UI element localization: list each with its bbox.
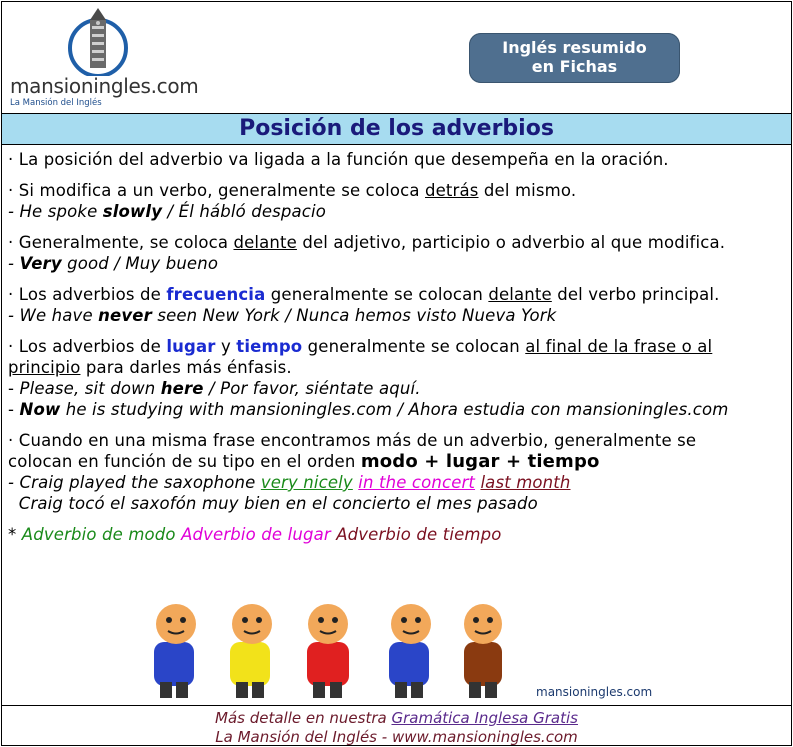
example-bold: Now bbox=[19, 400, 61, 419]
underlined-word: principio bbox=[8, 358, 81, 377]
example-bold: never bbox=[98, 306, 152, 325]
people-illustration-icon bbox=[142, 602, 542, 702]
logo-text: mansioningles.com bbox=[10, 74, 199, 98]
text: para darles más énfasis. bbox=[80, 358, 292, 377]
footer-site-link[interactable]: La Mansión del Inglés - www.mansioningles.com bbox=[215, 728, 578, 746]
logo-subtext: La Mansión del Inglés bbox=[10, 98, 102, 108]
adverb-lugar: in the concert bbox=[358, 473, 476, 492]
text: y bbox=[215, 337, 237, 356]
page-frame bbox=[1, 1, 792, 746]
text: - bbox=[8, 379, 20, 398]
example-text: / Él hábló despacio bbox=[162, 202, 326, 221]
underlined-word: delante bbox=[233, 233, 297, 252]
adverb-tiempo: last month bbox=[480, 473, 571, 492]
legend-tiempo: Adverbio de tiempo bbox=[336, 525, 502, 544]
keyword: frecuencia bbox=[166, 285, 266, 304]
footer bbox=[2, 705, 791, 747]
footer-text: Más detalle en nuestra bbox=[215, 709, 392, 727]
example-text: Please, sit down bbox=[19, 379, 161, 398]
underlined-word: delante bbox=[488, 285, 552, 304]
image-caption: mansioningles.com bbox=[536, 685, 653, 699]
example-translation: Craig tocó el saxofón muy bien en el concierto el mes pasado bbox=[8, 494, 538, 513]
point-1-text: · La posición del adverbio va ligada a la función que desempeña en la oración. bbox=[8, 150, 669, 169]
example-text: seen New York / Nunca hemos visto Nueva York bbox=[151, 306, 557, 325]
fichas-button-line1: Inglés resumido bbox=[502, 38, 647, 57]
point-1 bbox=[8, 149, 793, 170]
text: colocan en función de su tipo en el orden bbox=[8, 452, 361, 471]
tower-logo-icon bbox=[8, 6, 208, 76]
underlined-phrase: al final de la frase o al bbox=[525, 337, 713, 356]
text: · Si modifica a un verbo, generalmente se coloca bbox=[8, 181, 425, 200]
text: generalmente se colocan bbox=[265, 285, 489, 304]
point-4 bbox=[8, 284, 793, 326]
text: · Los adverbios de bbox=[8, 337, 167, 356]
legend-lugar: Adverbio de lugar bbox=[181, 525, 331, 544]
text: del adjetivo, participio o adverbio al que modifica. bbox=[296, 233, 726, 252]
cartoon-people-image bbox=[142, 602, 542, 702]
page-title: Posición de los adverbios bbox=[239, 116, 554, 141]
text: · Cuando en una misma frase encontramos más de un adverbio, generalmente se bbox=[8, 431, 697, 450]
grammar-link[interactable]: Gramática Inglesa Gratis bbox=[391, 709, 578, 727]
adverb-modo: very nicely bbox=[260, 473, 353, 492]
legend-modo: Adverbio de modo bbox=[21, 525, 176, 544]
fichas-button-line2: en Fichas bbox=[531, 57, 618, 76]
text: · Generalmente, se coloca bbox=[8, 233, 234, 252]
legend-star: * bbox=[8, 525, 22, 544]
legend bbox=[8, 524, 793, 545]
example-text: - bbox=[8, 254, 20, 273]
point-2 bbox=[8, 180, 793, 222]
example-text: / Por favor, siéntate aquí. bbox=[203, 379, 421, 398]
order-rule: modo + lugar + tiempo bbox=[360, 451, 600, 472]
header bbox=[2, 2, 791, 113]
example-text: good / Muy bueno bbox=[61, 254, 219, 273]
text: del verbo principal. bbox=[551, 285, 720, 304]
text: generalmente se colocan bbox=[302, 337, 526, 356]
site-logo[interactable] bbox=[8, 6, 208, 110]
text: del mismo. bbox=[478, 181, 577, 200]
main-content bbox=[8, 149, 793, 545]
text: · Los adverbios de bbox=[8, 285, 167, 304]
example-text: - We have bbox=[8, 306, 99, 325]
keyword: lugar bbox=[166, 337, 216, 356]
keyword: tiempo bbox=[236, 337, 303, 356]
example-bold: Very bbox=[19, 254, 62, 273]
fichas-button[interactable] bbox=[469, 33, 680, 83]
page-title-bar bbox=[2, 113, 791, 145]
example-text: - He spoke bbox=[8, 202, 103, 221]
example-text: he is studying with mansioningles.com / Ahora estudia con mansioningles.com bbox=[60, 400, 729, 419]
point-6 bbox=[8, 430, 793, 514]
example-bold: here bbox=[160, 379, 204, 398]
example-text: - Craig played the saxophone bbox=[8, 473, 261, 492]
point-5 bbox=[8, 336, 793, 420]
underlined-word: detrás bbox=[425, 181, 479, 200]
example-bold: slowly bbox=[102, 202, 163, 221]
point-3 bbox=[8, 232, 793, 274]
text: - bbox=[8, 400, 20, 419]
